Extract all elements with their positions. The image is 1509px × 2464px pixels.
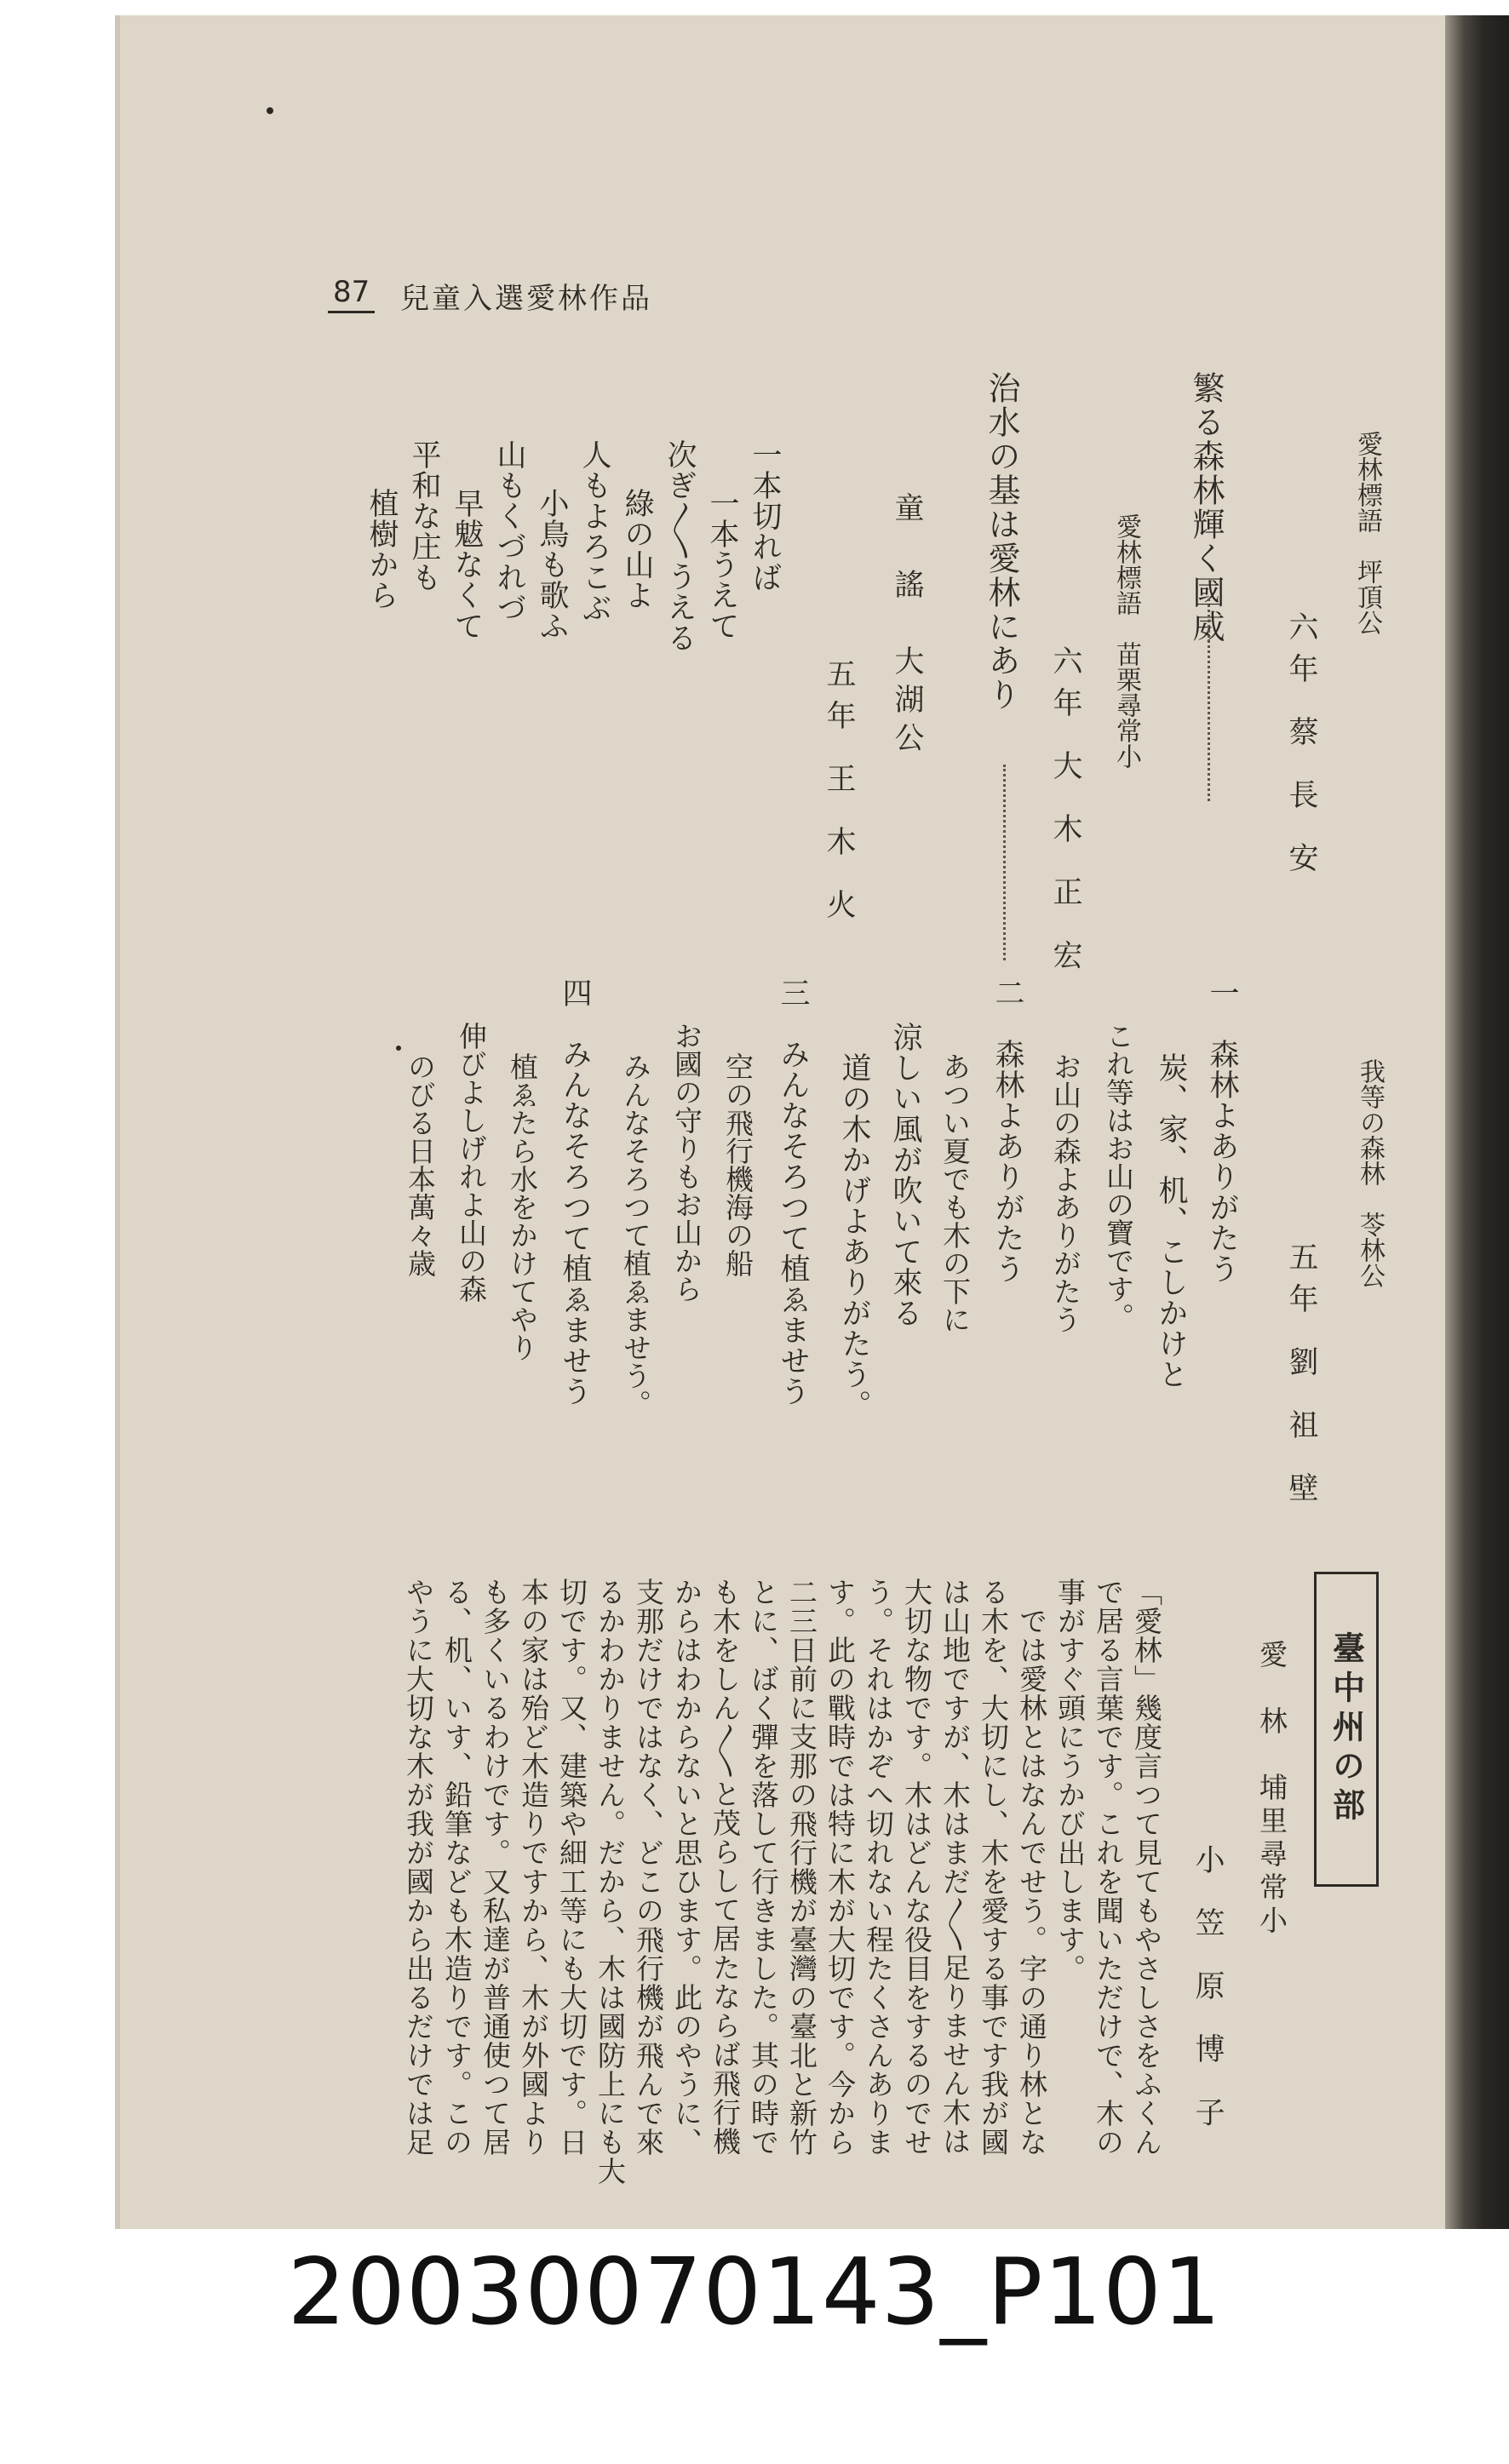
essay-line-18: も多くいるわけです。又私達が普通使つて居 — [479, 1578, 512, 2157]
poem3-line-7: 山もくづれづ — [492, 439, 526, 623]
poem3-line-8: 早魃なくて — [450, 488, 484, 641]
poem3-line-4: 綠の山よ — [620, 488, 654, 610]
poem3-line-6: 小鳥も歌ふ — [535, 488, 569, 641]
poem4-line-12: みんなそろつて植ゑませう。 — [619, 1052, 652, 1418]
section-label: 臺中州の部 — [1327, 1631, 1366, 1827]
poem4-title: 我等の森林 苓林公 — [1355, 1058, 1385, 1288]
poem1-author: 六年 蔡 長 安 — [1284, 611, 1318, 885]
poem2-line: 治水の基は愛林にあり — [983, 371, 1020, 712]
poem1-line: 繁る森林輝く國威 — [1187, 371, 1225, 644]
poem4-line-4: お山の森よありがたう — [1049, 1052, 1082, 1333]
ink-speck — [267, 107, 273, 114]
essay-line-4: では愛林とはなんでせう。字の通り林とな — [1015, 1578, 1048, 2157]
poem4-line-2: 炭、家、机、こしかけと — [1154, 1052, 1188, 1390]
essay-author: 小 笠 原 博 子 — [1191, 1844, 1225, 2139]
essay-line-10: 二三日前に支那の飛行機が臺灣の臺北と新竹 — [785, 1578, 818, 2157]
page-content — [115, 15, 1445, 2229]
poem3-line-1: 一本切れば — [748, 439, 782, 593]
poem3-title: 童 謠 大湖公 — [890, 492, 924, 760]
poem4-line-8: 道の木かげよありがたう。 — [837, 1052, 871, 1420]
essay-line-3: 事がすぐ頭にうかび出します。 — [1053, 1578, 1087, 1983]
poem4-line-6: あつい夏でも木の下に — [938, 1052, 972, 1333]
essay-line-2: で居る言葉です。これを聞いただけで、木の — [1092, 1578, 1125, 2157]
essay-title: 愛 林 埔里尋常小 — [1255, 1640, 1288, 1939]
essay-line-19: る、机、いす、鉛筆なども木造りです。この — [440, 1578, 473, 2157]
poem3-line-9: 平和な庄も — [407, 439, 441, 593]
poem4-line-15: 伸びよしげれよ山の森 — [455, 1022, 488, 1303]
poem3-author: 五年 王 木 火 — [822, 658, 856, 931]
running-title: 兒童入選愛林作品 — [400, 282, 652, 316]
poem4-line-16: のびる日本萬々歳 — [404, 1052, 437, 1277]
essay-line-6: は山地ですが、木はまだ〳〵足りません木は — [938, 1578, 972, 2156]
essay-line-7: 大切な物です。木はどんな役目をするのでせ — [900, 1578, 933, 2157]
archive-id-caption: 20030070143_P101 — [287, 2239, 1222, 2346]
essay-line-8: う。それはかぞへ切れない程たくさんありま — [862, 1578, 895, 2157]
poem4-line-9: 三 みんなそろつて植ゑませう — [776, 977, 810, 1407]
essay-line-16: 切です。又、建築や細工等にも大切です。日 — [555, 1578, 588, 2157]
poem4-line-3: これ等はお山の寶です。 — [1102, 1022, 1135, 1331]
scanned-page — [115, 15, 1509, 2229]
essay-line-11: とに、ばく彈を落して行きました。其の時で — [747, 1578, 780, 2157]
poem3-line-10: 植樹から — [364, 488, 399, 610]
poem2-divider — [1003, 765, 1013, 960]
poem4-line-1: 一 森林よありがたう — [1205, 977, 1239, 1284]
essay-line-20: やうに大切な木が我が國から出るだけでは足 — [402, 1578, 435, 2157]
poem4-line-14: 植ゑたら水をかけてやり — [506, 1052, 539, 1361]
poem1-divider — [1208, 599, 1217, 801]
poem3-line-5: 人もよろこぶ — [577, 439, 611, 623]
essay-line-9: す。此の戰時では特に木が大切です。今から — [823, 1578, 857, 2157]
ink-speck — [396, 1046, 401, 1051]
poem4-line-13: 四 みんなそろつて植ゑませう — [558, 977, 592, 1407]
essay-line-1: 「愛林」幾度言つて見てもやさしさをふくん — [1130, 1578, 1163, 2157]
poem4-line-10: 空の飛行機海の船 — [721, 1052, 754, 1277]
poem4-author: 五年 劉 祖 壁 — [1284, 1241, 1318, 1515]
poem2-author: 六年 大 木 正 宏 — [1048, 645, 1082, 982]
poem4-line-5: 二 森林よありがたう — [990, 977, 1024, 1284]
poem4-line-7: 涼しい風が吹いて來る — [888, 1022, 922, 1328]
poem3-line-3: 次ぎ〳〵うえる — [663, 439, 697, 653]
page-number: 87 — [328, 275, 375, 313]
poem2-title: 愛林標語 苗栗尋常小 — [1111, 513, 1141, 769]
poem3-line-2: 一本うえて — [705, 488, 739, 641]
essay-line-13: からはわからないと思ひます。此のやうに、 — [670, 1578, 703, 2157]
poem4-line-11: お國の守りもお山から — [670, 1022, 703, 1303]
essay-line-12: も木をしん〳〵と茂らして居たならば飛行機 — [709, 1578, 742, 2156]
essay-line-5: る木を、大切にし、木を愛する事です我が國 — [977, 1578, 1010, 2157]
poem1-title: 愛林標語 坪頂公 — [1352, 431, 1382, 635]
section-label-box — [1314, 1572, 1379, 1887]
essay-line-14: 支那だけではなく、どこの飛行機が飛んで來 — [632, 1578, 665, 2157]
book-spine-shadow — [1445, 15, 1509, 2229]
essay-line-17: 本の家は殆ど木造りですから、木が外國より — [517, 1578, 550, 2157]
essay-line-15: るかわかりません。だから、木は國防上にも大 — [594, 1578, 627, 2186]
